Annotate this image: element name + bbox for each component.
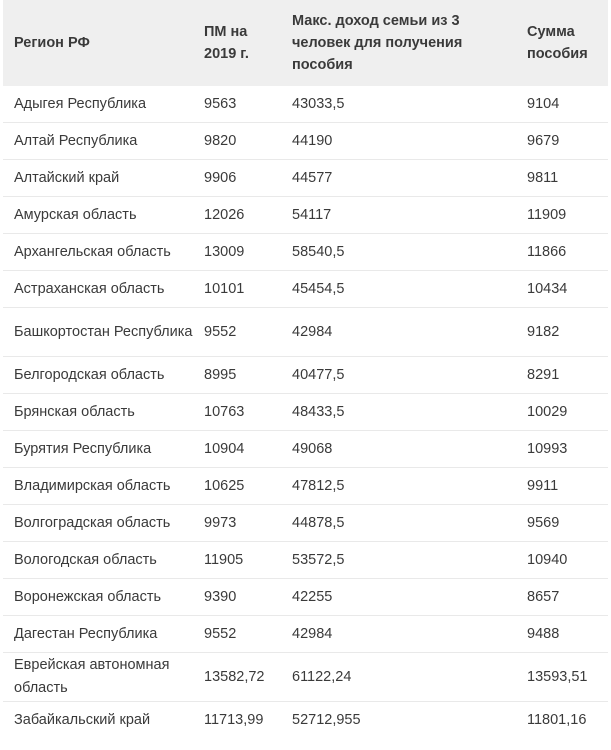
table-row xyxy=(3,357,608,394)
table-row xyxy=(3,86,608,123)
benefits-table xyxy=(3,0,608,738)
cell-benefit: 9679 xyxy=(516,123,608,160)
cell-benefit: 10029 xyxy=(516,394,608,431)
cell-region: Адыгея Республика xyxy=(3,86,193,123)
table-body xyxy=(3,86,608,738)
cell-benefit: 10993 xyxy=(516,431,608,468)
cell-region: Дагестан Республика xyxy=(3,616,193,653)
cell-benefit: 9569 xyxy=(516,505,608,542)
cell-region: Алтайский край xyxy=(3,160,193,197)
cell-pm: 13009 xyxy=(193,234,281,271)
cell-benefit: 10434 xyxy=(516,271,608,308)
cell-max-income: 44190 xyxy=(281,123,516,160)
cell-max-income: 44577 xyxy=(281,160,516,197)
table-row xyxy=(3,271,608,308)
header-max-income: Макс. доход семьи из 3 человек для получения пособия xyxy=(292,13,463,73)
table-row xyxy=(3,160,608,197)
cell-region: Астраханская область xyxy=(3,271,193,308)
table-row xyxy=(3,123,608,160)
cell-pm: 10763 xyxy=(193,394,281,431)
cell-region: Вологодская область xyxy=(3,542,193,579)
cell-pm: 13582,72 xyxy=(193,653,281,702)
cell-benefit: 8657 xyxy=(516,579,608,616)
cell-benefit: 9182 xyxy=(516,308,608,357)
cell-max-income: 58540,5 xyxy=(281,234,516,271)
table-row xyxy=(3,542,608,579)
cell-max-income: 49068 xyxy=(281,431,516,468)
table-header xyxy=(3,0,608,86)
cell-benefit: 9911 xyxy=(516,468,608,505)
cell-max-income: 52712,955 xyxy=(292,711,361,728)
table-row xyxy=(3,616,608,653)
header-region: Регион РФ xyxy=(14,35,90,51)
cell-max-income: 42984 xyxy=(281,308,516,357)
cell-pm: 10904 xyxy=(193,431,281,468)
cell-benefit: 9488 xyxy=(516,616,608,653)
cell-region: Забайкальский край xyxy=(14,711,151,728)
cell-pm: 10625 xyxy=(193,468,281,505)
cell-region: Башкортостан Республика xyxy=(3,308,193,357)
cell-pm: 9552 xyxy=(193,308,281,357)
cell-pm: 12026 xyxy=(193,197,281,234)
cell-region: Владимирская область xyxy=(3,468,193,505)
cell-max-income: 44878,5 xyxy=(281,505,516,542)
cell-region: Амурская область xyxy=(3,197,193,234)
table-row xyxy=(3,197,608,234)
cell-benefit: 11801,16 xyxy=(527,711,587,728)
header-pm: ПМ на 2019 г. xyxy=(204,24,249,62)
cell-max-income: 54117 xyxy=(281,197,516,234)
table-row xyxy=(3,702,608,739)
cell-region: Воронежская область xyxy=(3,579,193,616)
cell-pm: 10101 xyxy=(193,271,281,308)
cell-benefit: 10940 xyxy=(516,542,608,579)
cell-benefit: 11909 xyxy=(516,197,608,234)
cell-pm: 9906 xyxy=(193,160,281,197)
cell-max-income: 40477,5 xyxy=(281,357,516,394)
cell-benefit: 11866 xyxy=(516,234,608,271)
cell-region: Волгоградская область xyxy=(3,505,193,542)
table-row xyxy=(3,234,608,271)
cell-pm: 9973 xyxy=(193,505,281,542)
cell-region: Брянская область xyxy=(3,394,193,431)
cell-pm: 8995 xyxy=(193,357,281,394)
cell-benefit: 13593,51 xyxy=(516,653,608,702)
table-row xyxy=(3,579,608,616)
cell-max-income: 61122,24 xyxy=(281,653,516,702)
cell-max-income: 47812,5 xyxy=(281,468,516,505)
cell-benefit: 8291 xyxy=(516,357,608,394)
cell-benefit: 9811 xyxy=(516,160,608,197)
cell-max-income: 42255 xyxy=(281,579,516,616)
table-row xyxy=(3,431,608,468)
cell-pm: 9820 xyxy=(193,123,281,160)
header-benefit: Сумма пособия xyxy=(527,24,588,62)
table-row xyxy=(3,653,608,702)
cell-max-income: 43033,5 xyxy=(281,86,516,123)
cell-pm: 9563 xyxy=(193,86,281,123)
cell-pm: 9390 xyxy=(193,579,281,616)
cell-region: Бурятия Республика xyxy=(3,431,193,468)
cell-region: Архангельская область xyxy=(3,234,193,271)
cell-pm: 11905 xyxy=(193,542,281,579)
cell-region: Еврейская автономная область xyxy=(3,653,193,702)
table-row xyxy=(3,468,608,505)
header-row xyxy=(3,0,608,86)
table-row xyxy=(3,394,608,431)
cell-benefit: 9104 xyxy=(516,86,608,123)
cell-region: Белгородская область xyxy=(3,357,193,394)
cell-pm: 11713,99 xyxy=(204,711,264,728)
table-row xyxy=(3,505,608,542)
cell-max-income: 42984 xyxy=(281,616,516,653)
cell-region: Алтай Республика xyxy=(3,123,193,160)
cell-max-income: 45454,5 xyxy=(281,271,516,308)
cell-max-income: 53572,5 xyxy=(281,542,516,579)
cell-max-income: 48433,5 xyxy=(281,394,516,431)
table-row xyxy=(3,308,608,357)
cell-pm: 9552 xyxy=(193,616,281,653)
